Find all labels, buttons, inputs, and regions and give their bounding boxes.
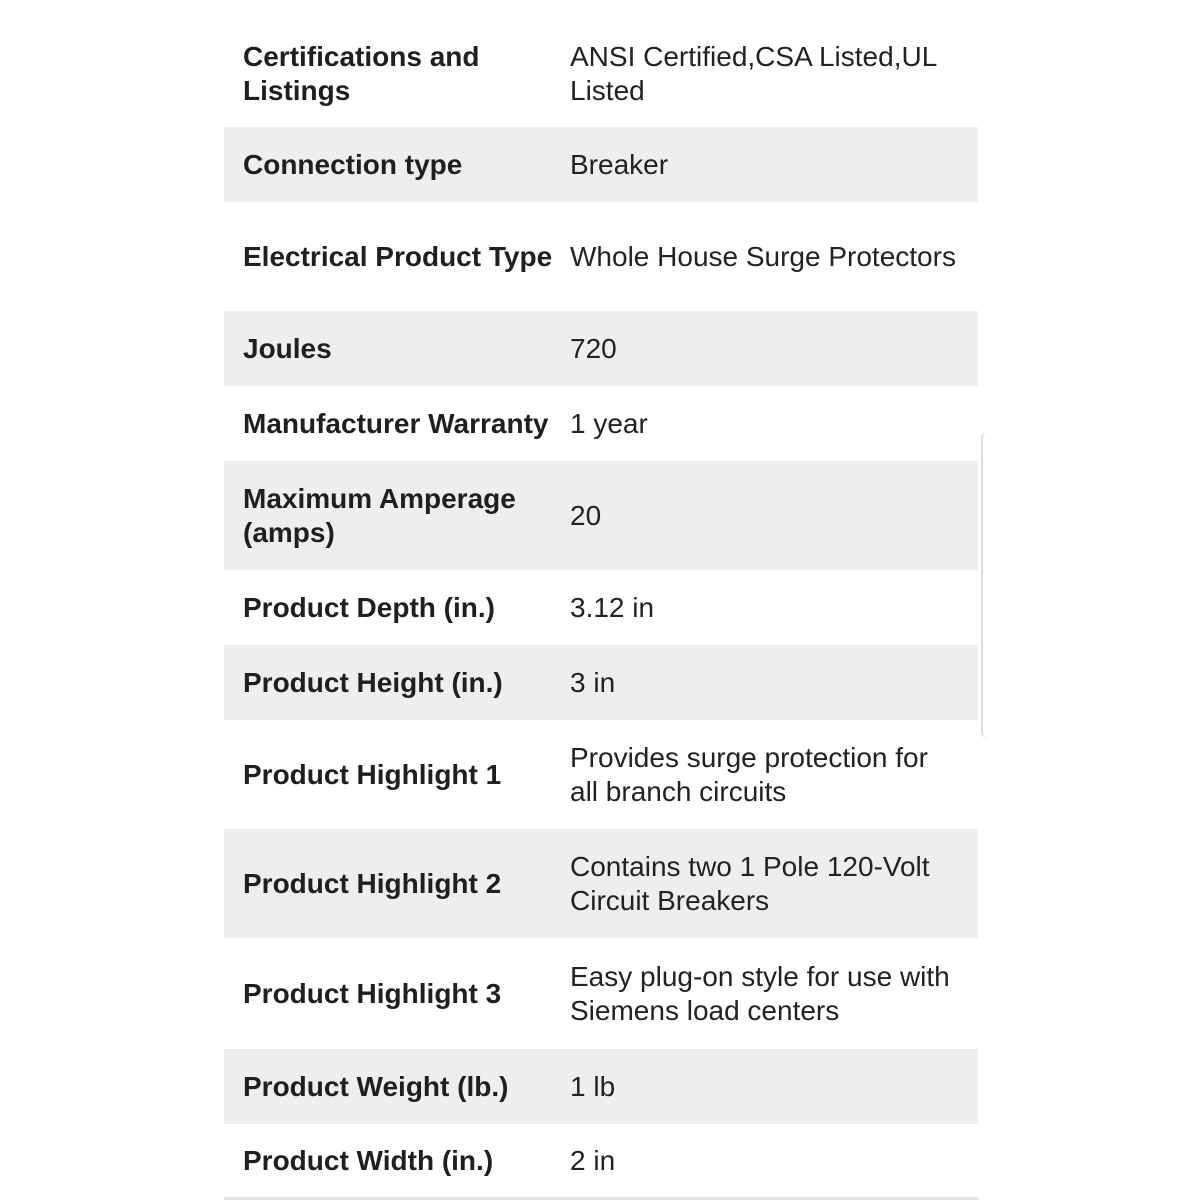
spec-value: ANSI Certified,CSA Listed,UL Listed [570,40,937,106]
spec-value: 1 year [570,407,648,439]
spec-value: Contains two 1 Pole 120-Volt Circuit Breakers [570,850,930,916]
spec-value: Whole House Surge Protectors [570,240,956,272]
spec-label: Maximum Amperage (amps) [243,482,516,548]
spec-label: Product Highlight 2 [243,867,502,899]
spec-row-maximum-amperage [224,462,978,570]
spec-label: Manufacturer Warranty [243,407,549,439]
spec-row-product-highlight-2 [224,830,978,938]
spec-label: Product Highlight 3 [243,977,502,1009]
spec-row-joules [224,312,978,386]
spec-value: 2 in [570,1144,616,1176]
spec-row-product-highlight-1 [224,720,978,830]
spec-row-manufacturer-warranty [224,386,978,462]
spec-value: Breaker [570,148,669,180]
spec-row-electrical-product-type [224,202,978,312]
spec-row-product-height [224,646,978,720]
spec-value: 20 [570,499,602,531]
scroll-indicator[interactable] [981,432,987,738]
spec-label: Certifications and Listings [243,40,480,106]
spec-value: 1 lb [570,1070,616,1102]
spec-row-certifications [224,20,978,128]
spec-label: Product Weight (lb.) [243,1070,509,1102]
spec-row-product-weight [224,1050,978,1124]
spec-label: Product Highlight 1 [243,758,502,790]
spec-label: Product Width (in.) [243,1144,494,1176]
spec-label: Joules [243,332,332,364]
specifications-table [224,20,978,1200]
spec-label: Connection type [243,148,463,180]
spec-value: 3 in [570,666,616,698]
spec-row-product-depth [224,570,978,646]
spec-label: Product Height (in.) [243,666,503,698]
spec-value: Provides surge protection for all branch circuits [570,741,928,807]
spec-label: Electrical Product Type [243,240,553,272]
spec-row-product-width [224,1124,978,1200]
spec-value: Easy plug-on style for use with Siemens load centers [570,960,950,1026]
spec-value: 720 [570,332,617,364]
spec-row-connection-type [224,128,978,202]
spec-label: Product Depth (in.) [243,591,495,623]
spec-value: 3.12 in [570,591,655,623]
spec-row-product-highlight-3 [224,938,978,1050]
